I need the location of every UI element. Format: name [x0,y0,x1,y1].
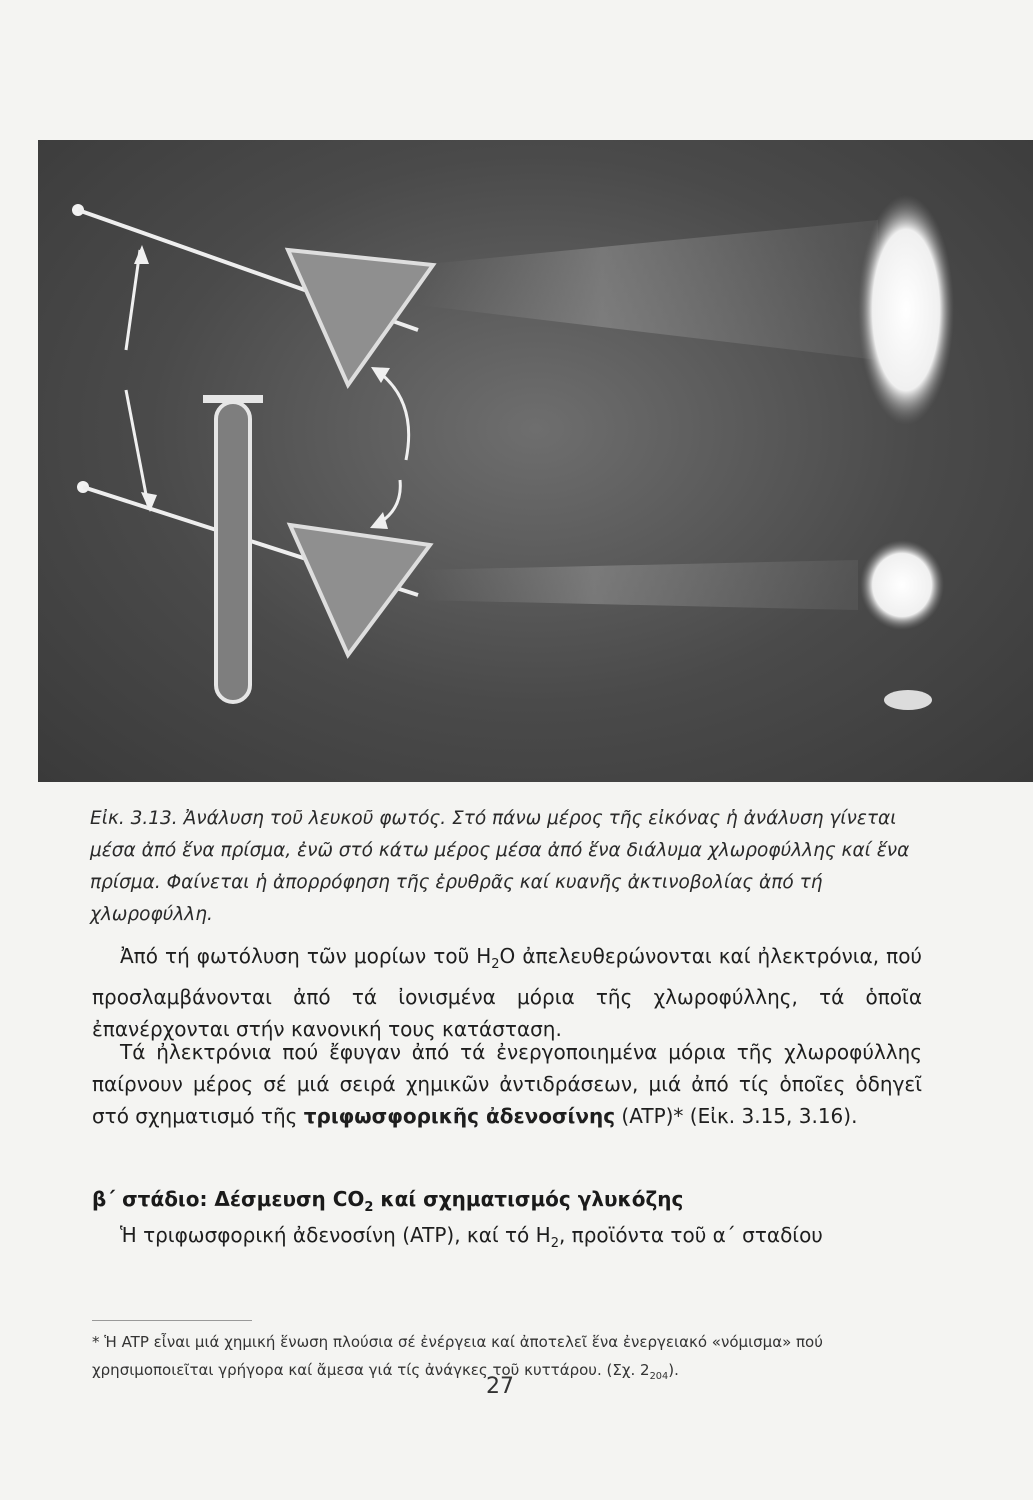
footnote: * Ἡ ATP εἶναι μιά χημική ἕνωση πλούσια σέ ἐνέργεια καί ἀποτελεῖ ἕνα ἐνεργειακό «νόμισμα» πού χρησιμοποιεῖται γρήγορα καί ἄμεσα γιά τίς ἀνάγκες τοῦ κυττάρου. (Σχ. $2_{204}$). [92,1333,823,1382]
upper-prism [288,250,433,385]
chlorophyll-test-tube [216,402,250,702]
lower-spectrum-dot [884,690,932,710]
upper-light-beam [418,220,878,360]
page-number: 27 [486,1374,514,1399]
atp-term: τριφωσφορικῆς ἀδενοσίνης [303,1104,616,1128]
caption-label: Εἰκ. 3.13. [90,808,178,829]
paragraph-atp-formation: Τά ἠλεκτρόνια πού ἔφυγαν ἀπό τά ἐνεργοποιημένα μόρια τῆς χλωροφύλλης παίρνουν μέρος σέ μιά σειρά χημικῶν ἀντιδράσεων, μιά ἀπό τίς ὁποῖες ὁδηγεῖ στό σχηματισμό τῆς τριφωσφορικῆς ἀδενοσίνης (ATP)* (Εἰκ. 3.15, 3.16). [92,1040,922,1128]
upper-spectrum-spot [858,195,954,425]
lower-spectrum-band [860,540,944,630]
spectrum-photo [38,140,1033,782]
prism-diagram [38,140,1033,782]
lower-light-beam [418,560,858,610]
paragraph-stage-two: Ἡ τριφωσφορική ἀδενοσίνη (ATP), καί τό $H_2$, προϊόντα τοῦ α΄ σταδίου [120,1223,823,1251]
left-up-arrow [126,250,140,350]
test-tube-rim [203,395,263,403]
figure-caption [90,803,920,931]
footnote-divider [92,1320,252,1321]
section-heading: β΄ στάδιο: Δέσμευση $CO_2$ καί σχηματισμός γλυκόζης [92,1187,684,1215]
right-curved-arrow-up [376,370,409,460]
caption-text: Ἀνάλυση τοῦ λευκοῦ φωτός. Στό πάνω μέρος τῆς εἰκόνας ἡ ἀνάλυση γίνεται μέσα ἀπό ἕνα πρίσμα, ἐνῶ στό κάτω μέρος μέσα ἀπό ἕνα διάλυμα χλωροφύλλης καί ἕνα πρίσμα. Φαίνεται ἡ ἀπορρόφηση τῆς ἐρυθρᾶς καί κυανῆς ἀκτινοβολίας ἀπό τή χλωροφύλλη. [90,808,910,925]
left-down-arrow [126,390,148,505]
paragraph-photolysis: Ἀπό τή φωτόλυση τῶν μορίων τοῦ $H_2O$ ἀπελευθερώνονται καί ἠλεκτρόνια, πού προσλαμβάνονται ἀπό τά ἰονισμένα μόρια τῆς χλωροφύλλης, τά ὁποῖα ἐπανέρχονται στήν κανονική τους κατάσταση. [92,944,923,1041]
